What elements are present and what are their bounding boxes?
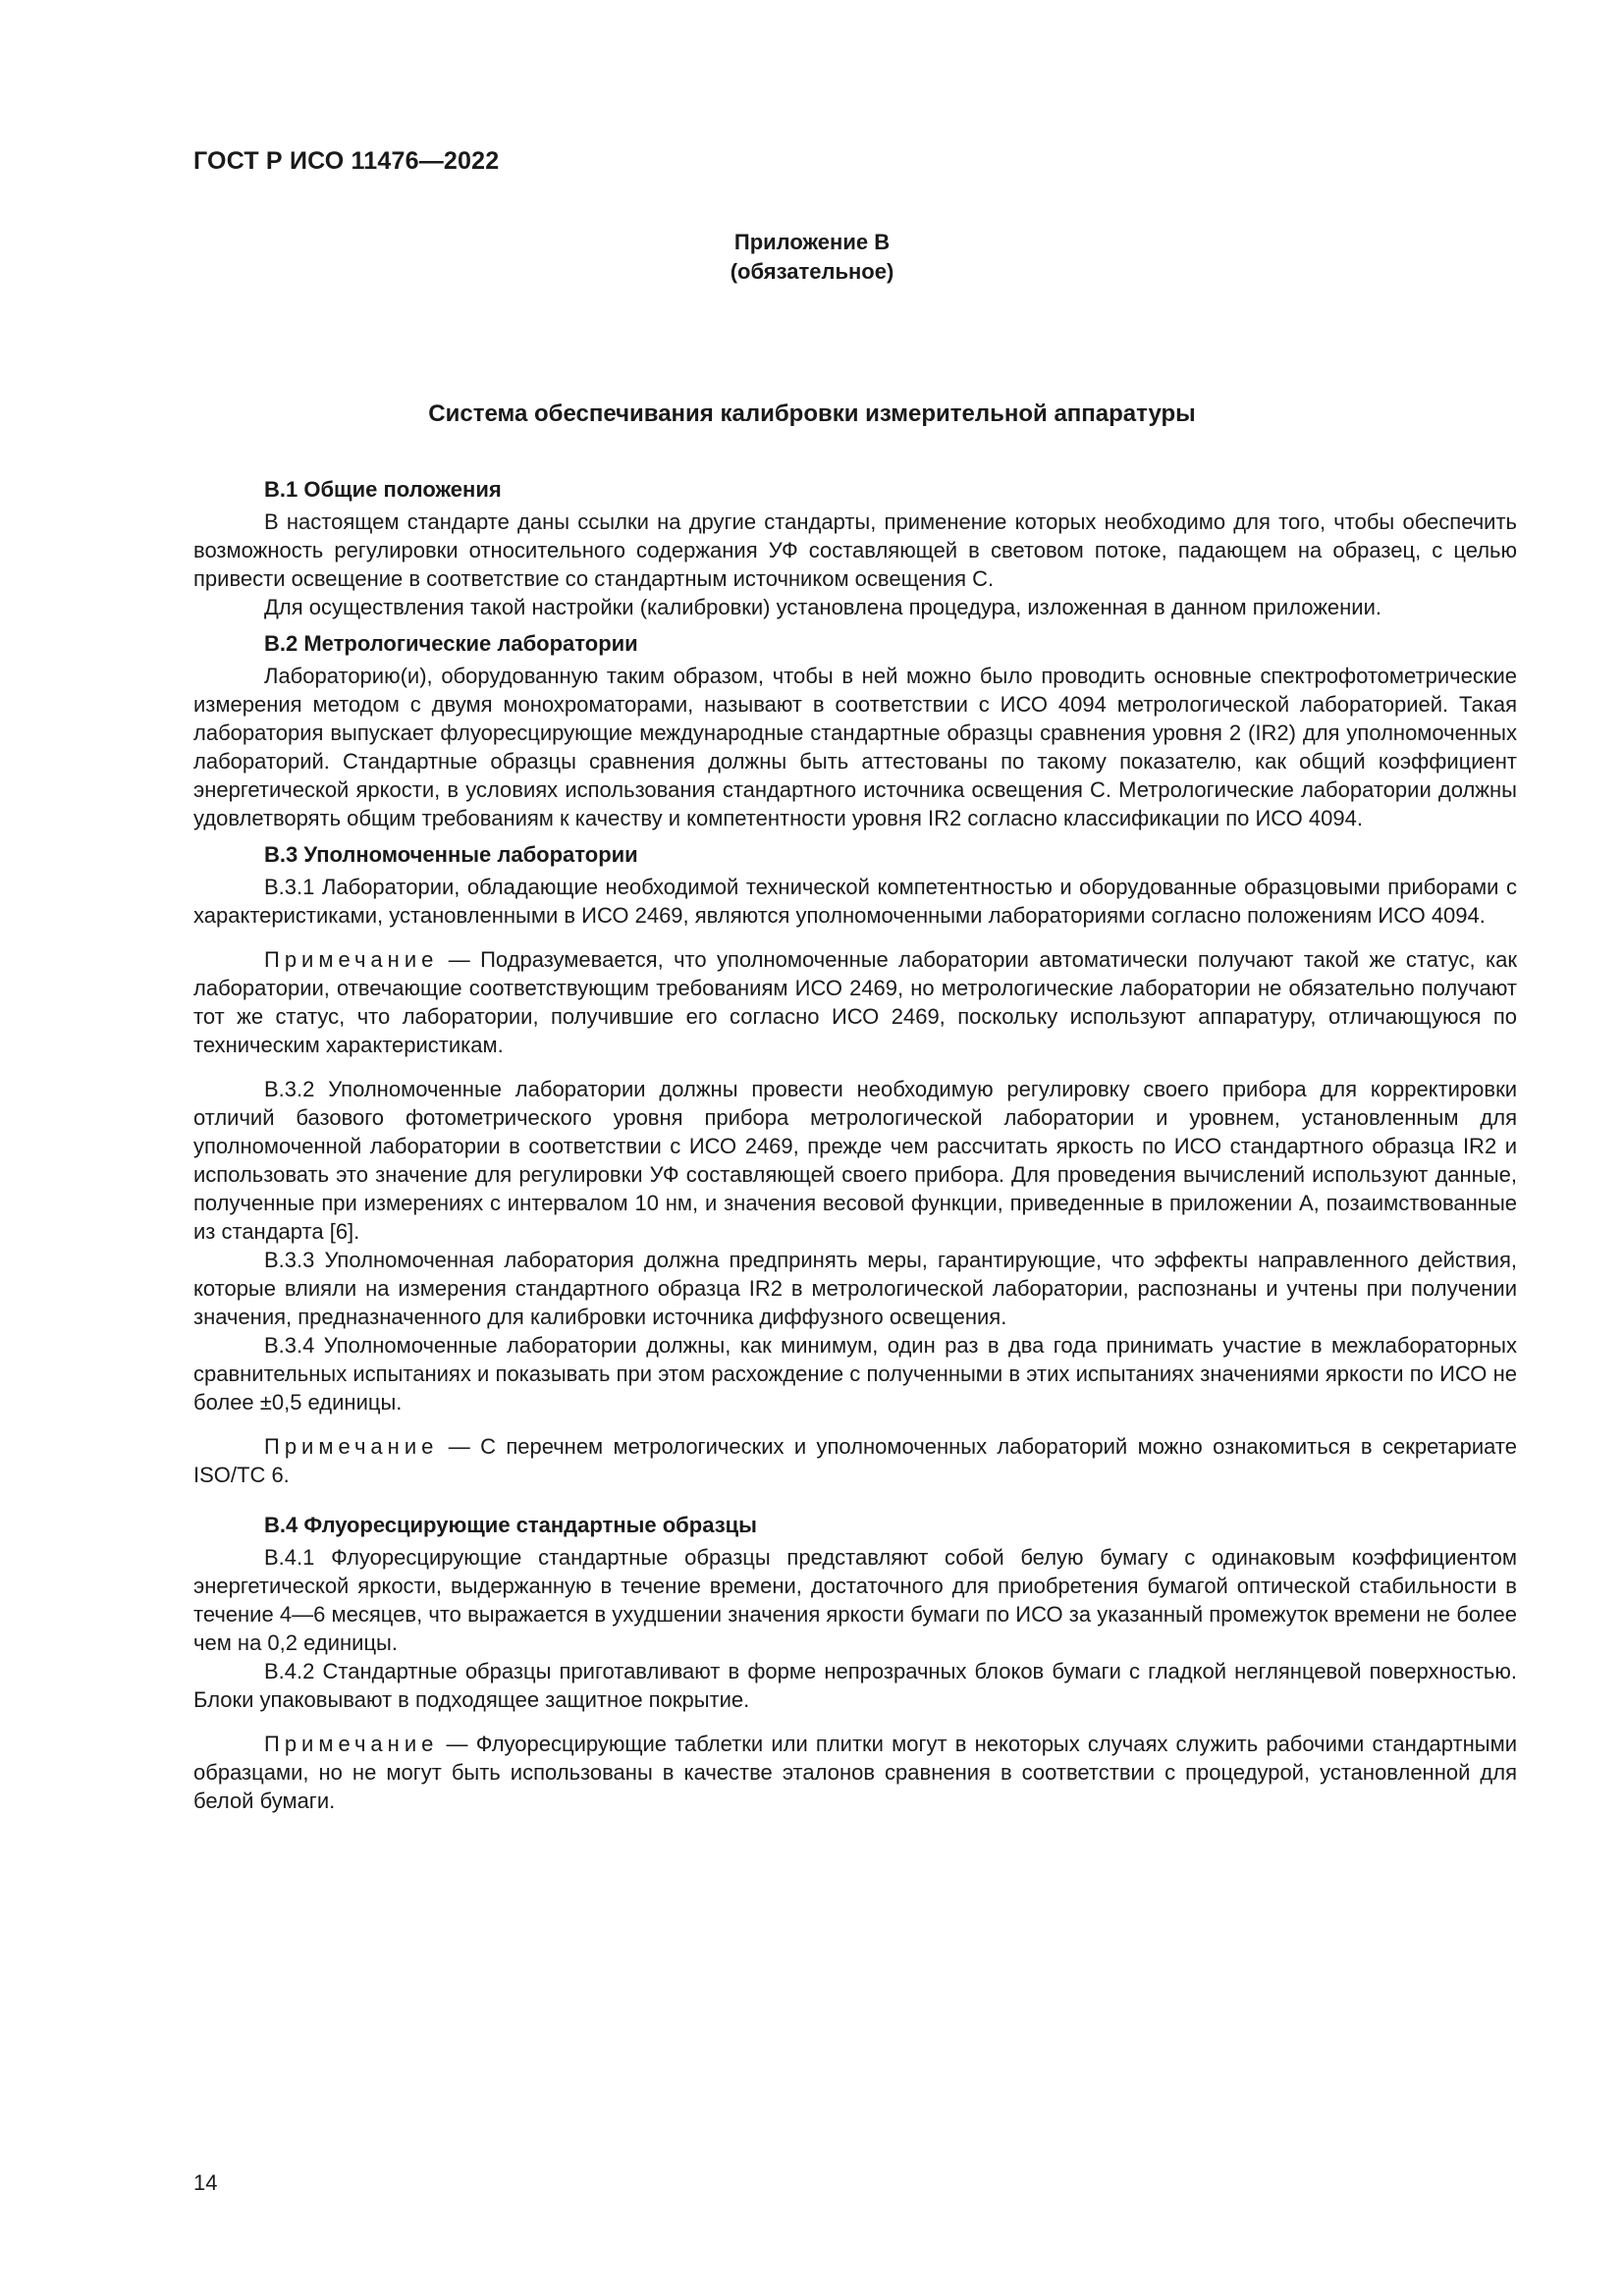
note-label: Примечание <box>264 947 439 972</box>
section-b3-paragraph-4: В.3.4 Уполномоченные лаборатории должны, как минимум, один раз в два года принимать участие в межлабораторных сравнительных испытаниях и показывать при этом расхождение с полученными в этих испытаниях значениями яркости по ИСО не более ±0,5 единицы. <box>193 1333 1517 1415</box>
section-b3-paragraph-2: В.3.2 Уполномоченные лаборатории должны провести необходимую регулировку своего прибора для корректировки отличий базового фотометрического уровня прибора метрологической лаборатории и уровнем, установленным для уполномоченной лаборатории в соответствии с ИСО 2469, прежде чем рассчитать яркость по ИСО стандартного образца IR2 и использовать это значение для регулировки УФ составляющей своего прибора. Для проведения вычислений используют данные, полученные при измерениях с интервалом 10 нм, и значения весовой функции, приведенные в приложении А, позаимствованные из стандарта [6]. <box>193 1077 1517 1244</box>
note-label: Примечание <box>264 1434 439 1459</box>
section-b3-paragraph-1: В.3.1 Лаборатории, обладающие необходимой технической компетентностью и оборудованные образцовыми приборами с характеристиками, установленными в ИСО 2469, являются уполномоченными лабораториями согласно положениям ИСО 4094. <box>193 875 1517 928</box>
annex-label: Приложение В <box>733 230 891 254</box>
section-b1-paragraph-1: В настоящем стандарте даны ссылки на другие стандарты, применение которых необходимо для того, чтобы обеспечить возможность регулировки относительного содержания УФ составляющей в световом потоке, падающем на образец, с целью привести освещение в соответствие со стандартным источником освещения С. <box>193 509 1517 591</box>
section-b1-heading: В.1 Общие положения <box>264 477 502 502</box>
section-b3-paragraph-3: В.3.3 Уполномоченная лаборатория должна предпринять меры, гарантирующие, что эффекты направленного действия, которые влияли на измерения стандартного образца IR2 в метрологической лаборатории, распознаны и учтены при получении значения, предназначенного для калибровки источника диффузного освещения. <box>193 1248 1517 1329</box>
document-id-header: ГОСТ Р ИСО 11476—2022 <box>193 147 500 175</box>
note-text: — С перечнем метрологических и уполномоченных лабораторий можно ознакомиться в секретариате ISO/TC 6. <box>193 1434 1517 1487</box>
section-b2-paragraph-1: Лабораторию(и), оборудованную таким образом, чтобы в ней можно было проводить основные спектрофотометрические измерения методом с двумя монохроматорами, называют в соответствии с ИСО 4094 метрологической лабораторией. Такая лаборатория выпускает флуоресцирующие международные стандартные образцы сравнения уровня 2 (IR2) для уполномоченных лабораторий. Стандартные образцы сравнения должны быть аттестованы по такому показателю, как общий коэффициент энергетической яркости, в условиях использования стандартного источника освещения С. Метрологические лаборатории должны удовлетворять общим требованиям к качеству и компетентности уровня IR2 согласно классификации по ИСО 4094. <box>193 664 1517 830</box>
section-b1-paragraph-2: Для осуществления такой настройки (калибровки) установлена процедура, изложенная в данном приложении. <box>264 595 1381 619</box>
document-body <box>193 475 1517 1815</box>
section-b4-paragraph-1: В.4.1 Флуоресцирующие стандартные образцы представляют собой белую бумагу с одинаковым коэффициентом энергетической яркости, выдержанную в течение времени, достаточного для приобретения бумагой оптической стабильности в течение 4—6 месяцев, что выражается в ухудшении значения яркости бумаги по ИСО за указанный промежуток времени не более чем на 0,2 единицы. <box>193 1545 1517 1655</box>
annex-label-block <box>0 228 1624 287</box>
section-b3-note-2 <box>193 1432 1517 1489</box>
note-text: — Флуоресцирующие таблетки или плитки могут в некоторых случаях служить рабочими стандартными образцами, но не могут быть использованы в качестве эталонов сравнения в соответствии с процедурой, установленной для белой бумаги. <box>193 1732 1517 1813</box>
note-text: — Подразумевается, что уполномоченные лаборатории автоматически получают такой же статус, как лаборатории, отвечающие соответствующим требованиям ИСО 2469, но метрологические лаборатории не обязательно получают тот же статус, что лаборатории, получившие его согласно ИСО 2469, поскольку используют аппаратуру, отличающуюся по техническим характеристикам. <box>193 947 1517 1057</box>
annex-title: Система обеспечивания калибровки измерительной аппаратуры <box>428 400 1196 427</box>
section-b4-note <box>193 1730 1517 1815</box>
section-b3-note-1 <box>193 945 1517 1059</box>
section-b4-heading: В.4 Флуоресцирующие стандартные образцы <box>264 1513 757 1537</box>
section-b2-heading: В.2 Метрологические лаборатории <box>264 631 638 656</box>
annex-status: (обязательное) <box>730 259 894 284</box>
section-b4-paragraph-2: В.4.2 Стандартные образцы приготавливают в форме непрозрачных блоков бумаги с гладкой неглянцевой поверхностью. Блоки упаковывают в подходящее защитное покрытие. <box>193 1659 1517 1712</box>
section-b3-heading: В.3 Уполномоченные лаборатории <box>264 842 638 867</box>
page-number: 14 <box>193 2170 218 2195</box>
note-label: Примечание <box>264 1732 439 1756</box>
